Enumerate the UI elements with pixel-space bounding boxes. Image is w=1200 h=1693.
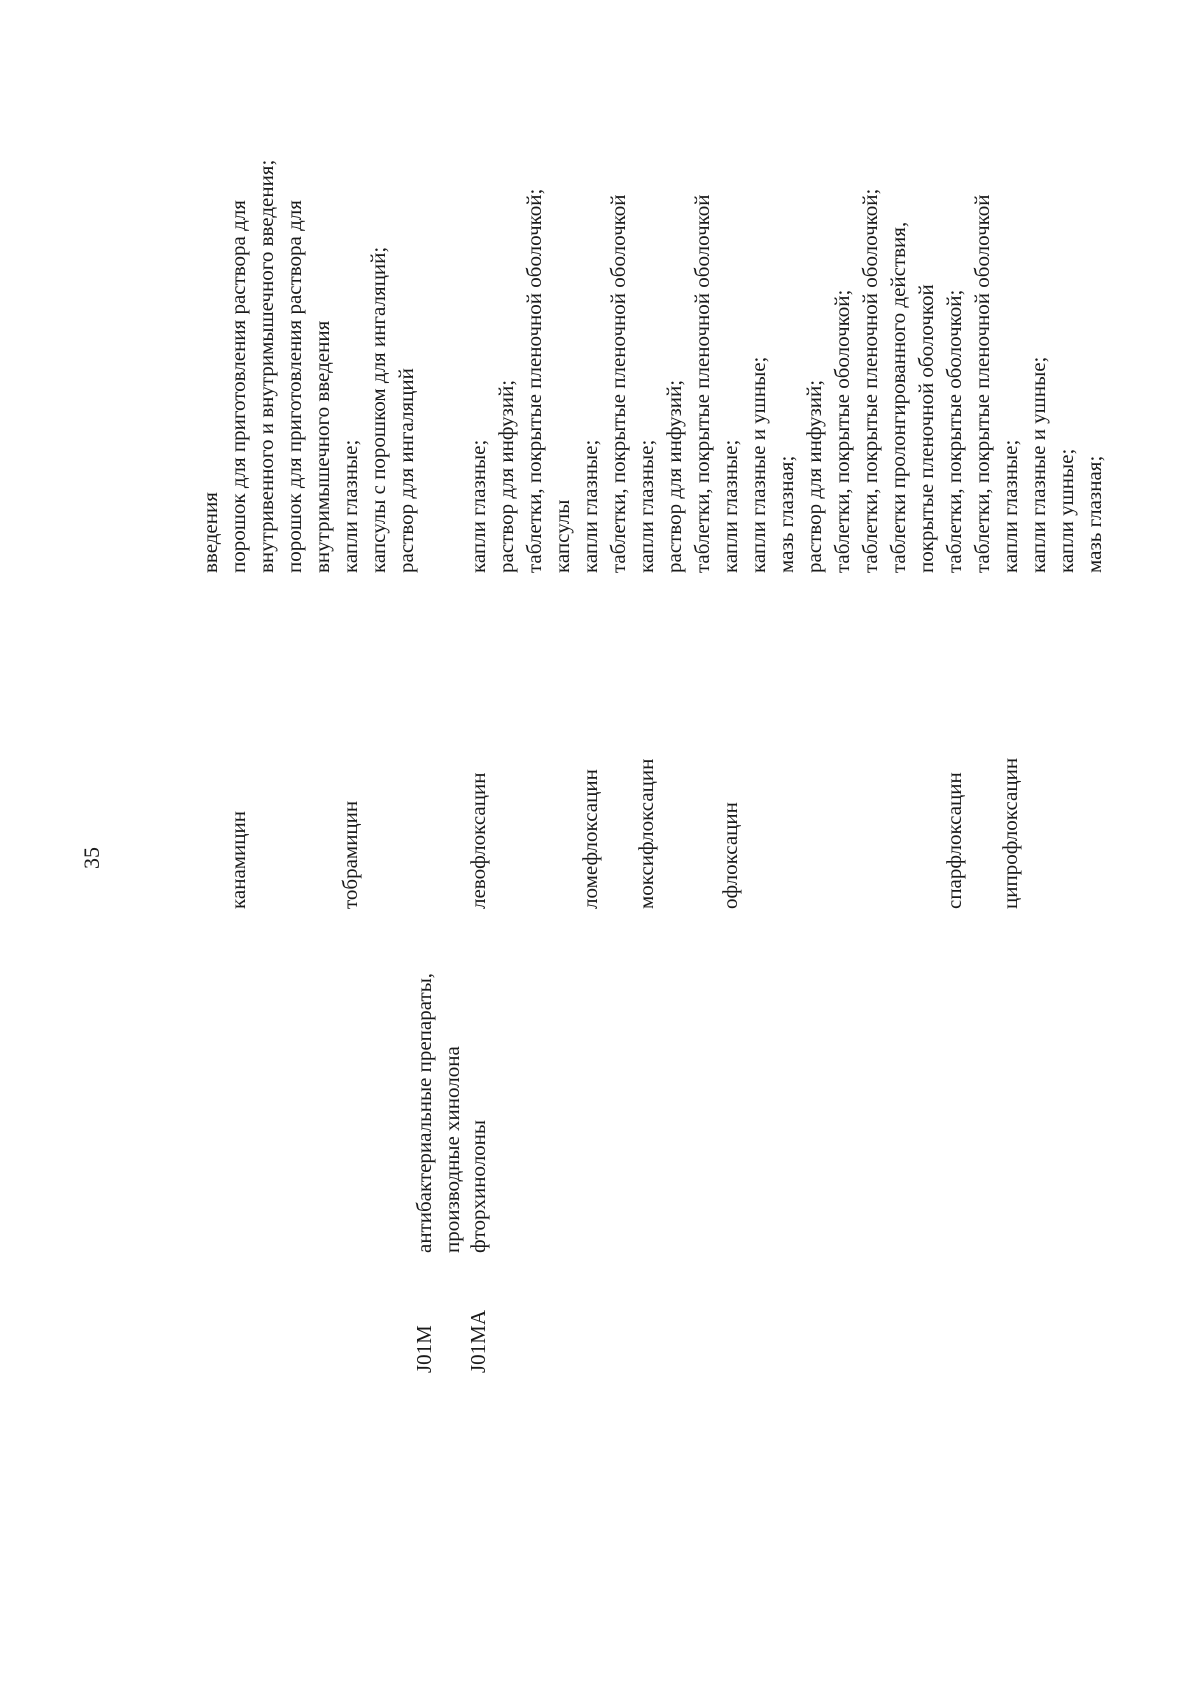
dosage-form-line: порошок для приготовления раствора для <box>226 200 250 573</box>
dosage-form-line: капли глазные; <box>466 439 490 573</box>
dosage-form-line: капли глазные; <box>998 439 1022 573</box>
drug-name: ломефлоксацин <box>578 769 602 909</box>
drug-name: моксифлоксацин <box>634 758 658 909</box>
dosage-forms-cell <box>716 13 940 573</box>
dosage-form-line: внутривенного и внутримышечного введения; <box>254 159 278 573</box>
drug-name: левофлоксацин <box>466 772 490 909</box>
drug-name: ципрофлоксацин <box>998 757 1022 909</box>
dosage-form-line: внутримышечного введения <box>310 320 334 573</box>
dosage-form-line: капли глазные и ушные; <box>1026 356 1050 573</box>
dosage-forms-cell <box>996 13 1108 573</box>
dosage-form-line: таблетки, покрытые пленочной оболочкой <box>606 194 630 573</box>
dosage-form-line: порошок для приготовления раствора для <box>282 200 306 573</box>
drug-name: офлоксацин <box>718 802 742 909</box>
dosage-form-line: таблетки, покрытые пленочной оболочкой; <box>522 188 546 573</box>
atc-code: J01MA <box>466 1309 490 1373</box>
dosage-form-line: капсулы <box>550 499 574 573</box>
dosage-form-line: капли ушные; <box>1054 448 1078 573</box>
atc-group-name: фторхинолоны <box>466 1119 490 1253</box>
dosage-forms-cell <box>336 13 420 573</box>
dosage-forms-cell <box>196 13 224 573</box>
dosage-form-line: раствор для инфузий; <box>662 379 686 573</box>
dosage-form-line: капли глазные; <box>718 439 742 573</box>
drug-name: спарфлоксацин <box>942 772 966 909</box>
dosage-forms-cell <box>224 13 336 573</box>
dosage-form-line: введения <box>198 492 222 573</box>
dosage-form-line: таблетки, покрытые оболочкой; <box>942 289 966 573</box>
page-number: 35 <box>79 847 104 869</box>
dosage-form-line: капли глазные; <box>634 439 658 573</box>
dosage-form-line: мазь глазная; <box>774 455 798 573</box>
atc-code: J01M <box>412 1325 436 1373</box>
dosage-form-line: таблетки, покрытые оболочкой; <box>830 289 854 573</box>
dosage-form-line: мазь глазная; <box>1082 455 1106 573</box>
dosage-form-line: таблетки, покрытые пленочной оболочкой <box>970 194 994 573</box>
dosage-form-line: таблетки, покрытые пленочной оболочкой; <box>858 188 882 573</box>
dosage-forms-cell <box>576 13 632 573</box>
dosage-forms-cell <box>632 13 716 573</box>
atc-group-name: антибактериальные препараты, производные хинолона <box>412 972 464 1253</box>
dosage-forms-cell <box>940 13 996 573</box>
dosage-form-line: раствор для ингаляций <box>394 368 418 573</box>
dosage-forms-cell <box>464 13 576 573</box>
dosage-form-line: капсулы с порошком для ингаляций; <box>366 246 390 573</box>
dosage-form-line: таблетки пролонгированного действия, <box>886 221 910 573</box>
dosage-form-line: капли глазные; <box>578 439 602 573</box>
dosage-form-line: таблетки, покрытые пленочной оболочкой <box>690 194 714 573</box>
drug-name: канамицин <box>226 810 250 909</box>
drug-name: тобрамицин <box>338 800 362 909</box>
dosage-form-line: раствор для инфузий; <box>802 379 826 573</box>
dosage-form-line: покрытые пленочной оболочкой <box>914 284 938 573</box>
dosage-form-line: капли глазные и ушные; <box>746 356 770 573</box>
dosage-form-line: раствор для инфузий; <box>494 379 518 573</box>
dosage-form-line: капли глазные; <box>338 439 362 573</box>
